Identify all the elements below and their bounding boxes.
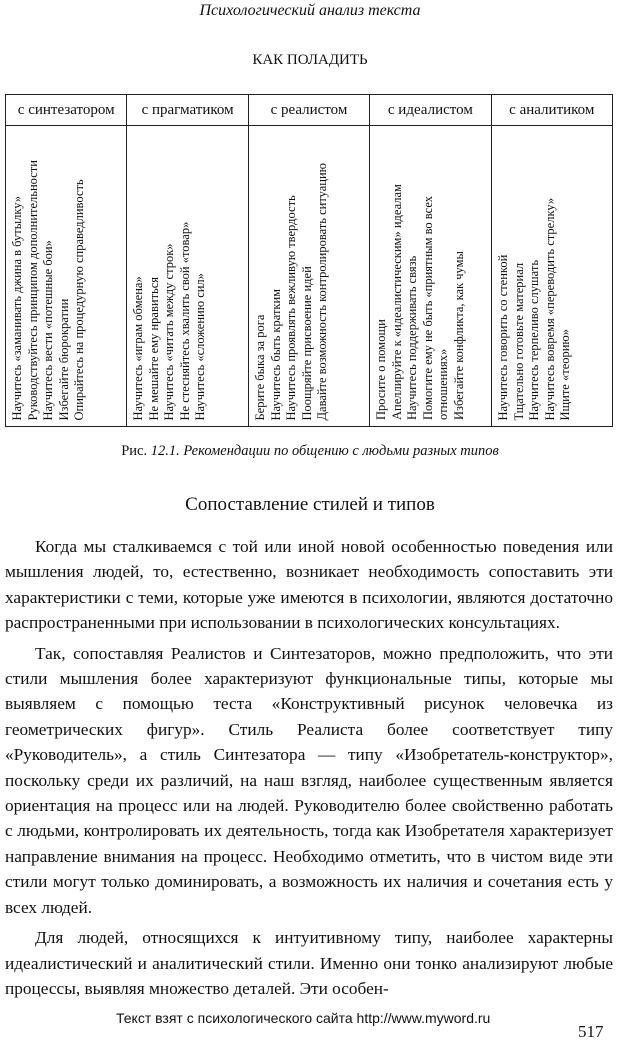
list-item: Просите о помощи (374, 319, 389, 420)
rotated-list (496, 140, 574, 420)
list-item: Научитесь быть кратким (268, 288, 283, 420)
list-item: Научитесь «сложению сил» (193, 272, 208, 420)
list-item: Апеллируйте к «идеалистическим» идеалам (389, 184, 404, 420)
list-item: Научитесь терпеливо слушать (526, 259, 541, 420)
rotated-list (253, 140, 331, 420)
list-item: Научитесь вовремя «переводить стрелку» (542, 197, 557, 420)
list-item: Не мешайте ему нравиться (146, 276, 161, 420)
list-item: Тщательно готовьте материал (511, 262, 526, 420)
list-item: Берите быка за рога (252, 314, 267, 420)
list-item: Научитесь «играм обмена» (131, 275, 146, 420)
column-cell-idealist (370, 126, 491, 427)
caption-prefix: Рис. (121, 443, 148, 459)
table-title: КАК ПОЛАДИТЬ (252, 52, 368, 68)
list-item: Ищите «теорию» (557, 328, 572, 420)
footer-source-note: Текст взят с психологического сайта http://www.myword.ru (116, 1010, 491, 1026)
list-item: Руководствуйтесь принципом дополнительности (25, 159, 40, 420)
paragraph: Для людей, относящихся к интуитивному типу, наиболее характерны идеалистический и аналитический стили. Именно они тонко анализируют любые процессы, выявляя множество деталей. Эти особен- (5, 928, 613, 998)
column-header-realist: с реалистом (248, 95, 369, 126)
list-item: Давайте возможность контролировать ситуацию (314, 162, 329, 420)
body-text (5, 534, 613, 1006)
rotated-list (10, 140, 88, 420)
caption-text: 12.1. Рекомендации по общению с людьми разных типов (150, 443, 499, 459)
figure-caption (0, 443, 620, 460)
list-item: Опирайтесь на процедурную справедливость (72, 178, 86, 420)
paragraph: Когда мы сталкиваемся с той или иной новой особенностью поведения или мышления людей, то, естественно, возникает необходимость сопоставить эти характеристики с теми, которые уже имеются в психологии, являются достаточно распространенными при использовании в психологических консультациях. (5, 537, 613, 633)
running-head: Психологический анализ текста (199, 2, 421, 19)
list-item: Избегайте конфликта, как чумы (451, 251, 466, 420)
paragraph: Так, сопоставляя Реалистов и Синтезаторов, можно предположить, что эти стили мышления более характеризуют функциональные типы, которые мы выявляем с помощью теста «Конструктивный рисунок человечка из геометрических фигур». Стиль Реалиста более соответствует типу «Руководитель», а стиль Синтезатора — типу «Изобретатель-конструктор», поскольку среди их различий, на наш взгляд, наиболее существенным является ориентация на процесс или на людей. Руководителю более свойственно работать с людьми, контролировать их деятельность, тогда как Изобретателя характеризует направление внимания на процесс. Необходимо отметить, что в чистом виде эти стили могут только доминировать, а возможность их наличия и сочетания есть у всех людей. (5, 643, 613, 917)
column-cell-pragmatist (127, 126, 248, 427)
list-item: Научитесь «читать между строк» (162, 242, 177, 420)
table-header-row (6, 95, 613, 126)
column-header-idealist: с идеалистом (370, 95, 491, 126)
list-item: Научитесь вести «потешные бои» (41, 239, 55, 420)
column-cell-synthesizer (6, 126, 127, 427)
list-item: Поощряйте присвоение идей (299, 265, 314, 420)
list-item: Научитесь проявлять вежливую твердость (283, 194, 298, 420)
communication-table (5, 94, 613, 427)
column-cell-realist (248, 126, 369, 427)
rotated-list (131, 140, 209, 420)
rotated-list (374, 140, 467, 420)
column-header-pragmatist: с прагматиком (127, 95, 248, 126)
list-item: Научитесь говорить со стенкой (495, 254, 510, 420)
list-item: Избегайте бюрократии (56, 298, 71, 420)
list-item: Научитесь «заманивать джина в бутылку» (10, 195, 24, 420)
column-cell-analyst (491, 126, 612, 427)
list-item: Помогите ему не быть «приятным во всех отношениях» (420, 196, 451, 420)
table-body-row (6, 126, 613, 427)
page-number: 517 (578, 1022, 604, 1041)
column-header-analyst: с аналитиком (491, 95, 612, 126)
list-item: Не стесняйтесь хвалить свой «товар» (177, 221, 192, 420)
list-item: Научитесь поддерживать связь (405, 255, 420, 420)
column-header-synthesizer: с синтезатором (6, 95, 127, 126)
section-heading: Сопоставление стилей и типов (185, 494, 435, 515)
